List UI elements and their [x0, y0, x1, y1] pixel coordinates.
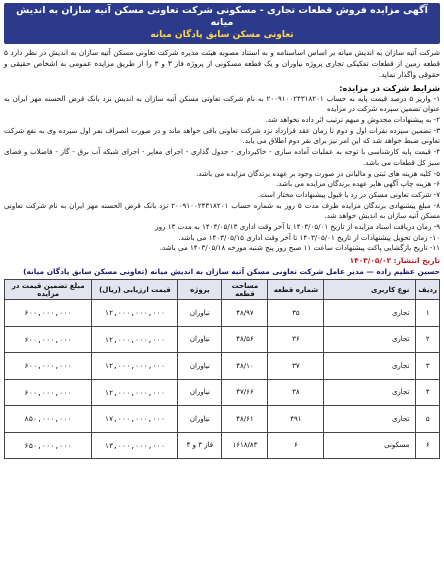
table-header-row: [5, 280, 440, 300]
col-header-usage: نوع کاربری: [324, 280, 416, 300]
cell-plot-number: ۳۵: [268, 300, 324, 327]
cell-area: ۴۸/۶۱: [222, 406, 268, 433]
cell-plot-number: ۳۸: [268, 379, 324, 406]
cell-project: نیاوران: [178, 353, 222, 380]
cell-plot-number: ۶: [268, 432, 324, 459]
table-row: [5, 406, 440, 433]
condition-item: ۹- زمان دریافت اسناد مزایده از تاریخ ۱۴۰۳/۰۵/۰۱ تا آخر وقت اداری ۱۴۰۳/۰۵/۱۳ به مدت ۱۳ روز: [155, 222, 440, 232]
cell-project: نیاوران: [178, 379, 222, 406]
cell-area: ۴۸/۱۰: [222, 353, 268, 380]
cell-price: ۱۲,۰۰۰,۰۰۰,۰۰۰: [92, 379, 178, 406]
condition-item: ۵- کلیه هزینه های ثبتی و مالیاتی در صورت وجود بر عهده برندگان مزایده می باشد.: [196, 168, 440, 178]
cell-usage: تجاری: [324, 406, 416, 433]
conditions-title: شرایط شرکت در مزایده:: [339, 82, 440, 93]
publication-date: تاریخ انتشار: ۱۴۰۳/۰۵/۰۲: [349, 256, 440, 266]
condition-item: ۳- تضمین سپرده نفرات اول و دوم تا زمان عقد قرارداد نزد شرکت تعاونی باقی خواهد ماند و در صورت انصراف نفر اول سپرده وی به نفع شرکت تعاونی ضبط خواهد شد که این امر نیز برای نفر دوم اطلاق می یابد.: [4, 125, 440, 146]
condition-item: ۴- قیمت پایه کارشناسی با توجه به عملیات آماده سازی - خاکبرداری - جدول گذاری - اجرای معابر - اجرای شبکه آب برق - گاز - فاضلاب و فضای سبز کل قطعات می باشد.: [4, 147, 440, 167]
cell-project: فاز ۳ و ۴: [178, 432, 222, 459]
col-header-project: پروژه: [178, 280, 222, 300]
cell-price: ۱۲,۰۰۰,۰۰۰,۰۰۰: [92, 300, 178, 327]
cell-project: نیاوران: [178, 406, 222, 433]
condition-item: ۲- به پیشنهادات مخدوش و مبهم ترتیب اثر داده نخواهد شد.: [265, 115, 440, 125]
cell-price: ۱۲,۰۰۰,۰۰۰,۰۰۰: [92, 326, 178, 353]
cell-row-number: ۴: [416, 379, 440, 406]
notice-title: آگهی مزایده فروش قطعات تجاری - مسکونی شرکت تعاونی مسکن آتیه سازان به اندیش میانه: [16, 5, 428, 28]
cell-area: ۱۶۱۸/۸۳: [222, 432, 268, 459]
table-row: [5, 326, 440, 353]
col-header-bond: مبلغ تضمین قیمت در مزایده: [5, 280, 92, 300]
cell-usage: تجاری: [324, 326, 416, 353]
cell-bond: ۸۵۰,۰۰۰,۰۰۰: [5, 406, 92, 433]
col-header-price: قیمت ارزیابی (ریال): [92, 280, 178, 300]
cell-price: ۱۷,۰۰۰,۰۰۰,۰۰۰: [92, 406, 178, 433]
cell-area: ۴۸/۹۷: [222, 300, 268, 327]
notice-header: [4, 3, 440, 44]
cell-row-number: ۳: [416, 353, 440, 380]
condition-item: ۱۱- تاریخ بازگشایی پاکت پیشنهادات ساعت ۱۱ صبح روز پنج شنبه مورخه ۱۴۰۳/۰۵/۱۸ می باشد.: [159, 243, 440, 253]
cell-row-number: ۶: [416, 432, 440, 459]
cell-price: ۱۳,۰۰۰,۰۰۰,۰۰۰: [92, 432, 178, 459]
condition-item: ۸- مبلغ پیشنهادی برندگان مزایده ظرف مدت ۵ روز به شماره حساب ۲۰۰۹۱۰۰۲۴۳۱۸۲۰۱ نزد بانک قرض الحسنه مهر ایران به نام شرکت تعاونی مسکن آتیه سازان به اندیش خواهد شد.: [4, 200, 440, 221]
table-row: [5, 353, 440, 380]
col-header-area: مساحت قطعه: [222, 280, 268, 300]
signature-line: حسین عظیم زاده — مدیر عامل شرکت تعاونی مسکن آتیه سازان به اندیش میانه (تعاونی مسکن سابق پادگان میانه): [23, 267, 440, 277]
cell-usage: مسکونی: [324, 432, 416, 459]
cell-area: ۴۷/۶۶: [222, 379, 268, 406]
cell-bond: ۶۰۰,۰۰۰,۰۰۰: [5, 300, 92, 327]
cell-plot-number: ۳۶: [268, 326, 324, 353]
cell-bond: ۶۵۰,۰۰۰,۰۰۰: [5, 432, 92, 459]
condition-item: ۶- هزینه چاپ آگهی هابر عهده برندگان مزایده می باشد.: [276, 179, 440, 189]
cell-row-number: ۲: [416, 326, 440, 353]
col-header-plot-number: شماره قطعه: [268, 280, 324, 300]
cell-plot-number: ۳۷: [268, 353, 324, 380]
col-header-row-number: ردیف: [416, 280, 440, 300]
table-row: [5, 379, 440, 406]
condition-item: ۱۰- زمان تحویل پیشنهادات از تاریخ ۱۴۰۳/۰۵/۰۱ تا آخر وقت اداری ۱۴۰۳/۰۵/۱۵ می باشد.: [178, 232, 440, 242]
cell-plot-number: ۴۹۱: [268, 406, 324, 433]
condition-item: ۱- واریز ۵ درصد قیمت پایه به حساب ۲۰۰۹۱۰۰۲۴۳۱۸۲۰۱ به نام شرکت تعاونی مسکن آتیه سازان به اندیش نزد بانک قرض الحسنه مهر ایران به عنوان تضمین سپرده شرکت در مزایده: [4, 93, 441, 114]
cell-bond: ۶۰۰,۰۰۰,۰۰۰: [5, 326, 92, 353]
cell-row-number: ۵: [416, 406, 440, 433]
cell-bond: ۶۰۰,۰۰۰,۰۰۰: [5, 379, 92, 406]
conditions-list: [4, 94, 440, 255]
cell-usage: تجاری: [324, 353, 416, 380]
cell-row-number: ۱: [416, 300, 440, 327]
intro-paragraph: شرکت آتیه سازان به اندیش میانه بر اساس اساسنامه و به استناد مصوبه هیئت مدیره شرکت تعاونی مسکن آتیه سازان به اندیش در نظر دارد ۵ قطعه زمین از قطعات تفکیکی تجاری پروژه نیاوران و یک قطعه مسکونی از پروژه فاز ۳ و ۴ را از طریق مزایده عمومی به اشخاص حقیقی و حقوقی واگذار نماید.: [4, 48, 440, 80]
cell-area: ۴۸/۵۶: [222, 326, 268, 353]
cell-usage: تجاری: [324, 300, 416, 327]
cell-usage: تجاری: [324, 379, 416, 406]
table-row: [5, 300, 440, 327]
cell-bond: ۶۰۰,۰۰۰,۰۰۰: [5, 353, 92, 380]
condition-item: ۷- شرکت تعاونی مسکن در رد یا قبول پیشنهادات مختار است.: [257, 189, 440, 199]
notice-subtitle: تعاونی مسکن سابق پادگان میانه: [150, 30, 294, 40]
cell-project: نیاوران: [178, 300, 222, 327]
cell-price: ۱۲,۰۰۰,۰۰۰,۰۰۰: [92, 353, 178, 380]
cell-project: نیاوران: [178, 326, 222, 353]
table-row: [5, 432, 440, 459]
plots-table: [4, 279, 440, 459]
